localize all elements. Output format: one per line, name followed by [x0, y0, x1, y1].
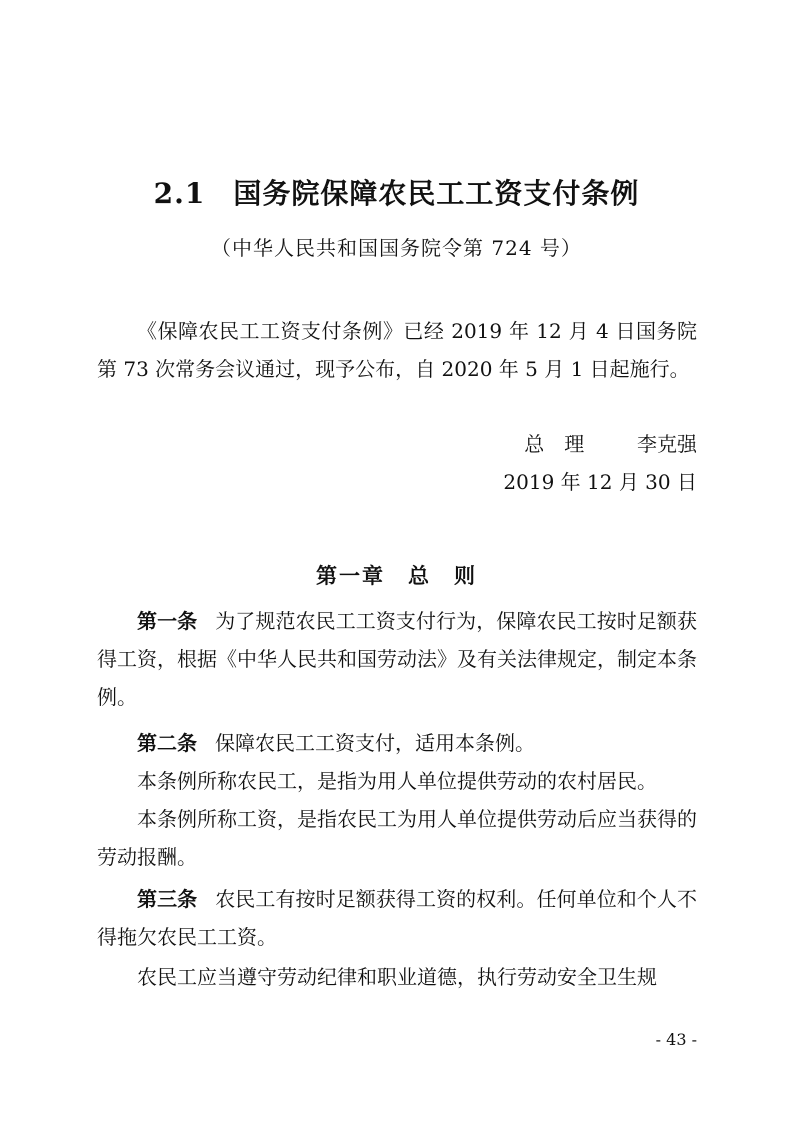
- article-text: 农民工应当遵守劳动纪律和职业道德，执行劳动安全卫生规: [137, 965, 657, 989]
- article-paragraph: [97, 762, 697, 800]
- article-paragraph: [97, 880, 697, 956]
- article-label: 第一条: [137, 609, 198, 633]
- decree-subtitle: （中华人民共和国国务院令第 724 号）: [211, 236, 582, 260]
- page-title: [0, 172, 793, 212]
- article-text: 为了规范农民工工资支付行为，保障农民工按时足额获得工资，根据《中华人民共和国劳动法》及有关法律规定，制定本条例。: [97, 609, 698, 709]
- promulgation-paragraph: 《保障农民工工资支付条例》已经 2019 年 12 月 4 日国务院第 73 次常务会议通过，现予公布，自 2020 年 5 月 1 日起施行。: [97, 319, 697, 381]
- page-number: - 43 -: [655, 1030, 697, 1049]
- article-label: 第二条: [137, 731, 197, 755]
- article-label: 第三条: [137, 887, 198, 911]
- article-text: 本条例所称农民工，是指为用人单位提供劳动的农村居民。: [137, 769, 657, 793]
- article-paragraph: [97, 800, 697, 876]
- article-paragraph: [97, 724, 697, 762]
- signature-line: [524, 425, 697, 463]
- signer-title: 总 理: [524, 432, 585, 456]
- section-title: 国务院保障农民工工资支付条例: [233, 177, 640, 210]
- article-paragraph: [97, 602, 697, 716]
- section-number: 2.1: [153, 177, 206, 210]
- article-text: 本条例所称工资，是指农民工为用人单位提供劳动后应当获得的劳动报酬。: [97, 807, 697, 869]
- article-text: 保障农民工工资支付，适用本条例。: [215, 731, 535, 755]
- promulgation-date: 2019 年 12 月 30 日: [503, 470, 697, 494]
- article-text: 农民工有按时足额获得工资的权利。任何单位和个人不得拖欠农民工工资。: [97, 887, 698, 949]
- signer-name: 李克强: [637, 432, 697, 456]
- article-paragraph: [97, 958, 697, 996]
- chapter-heading: 第一章 总 则: [316, 563, 477, 588]
